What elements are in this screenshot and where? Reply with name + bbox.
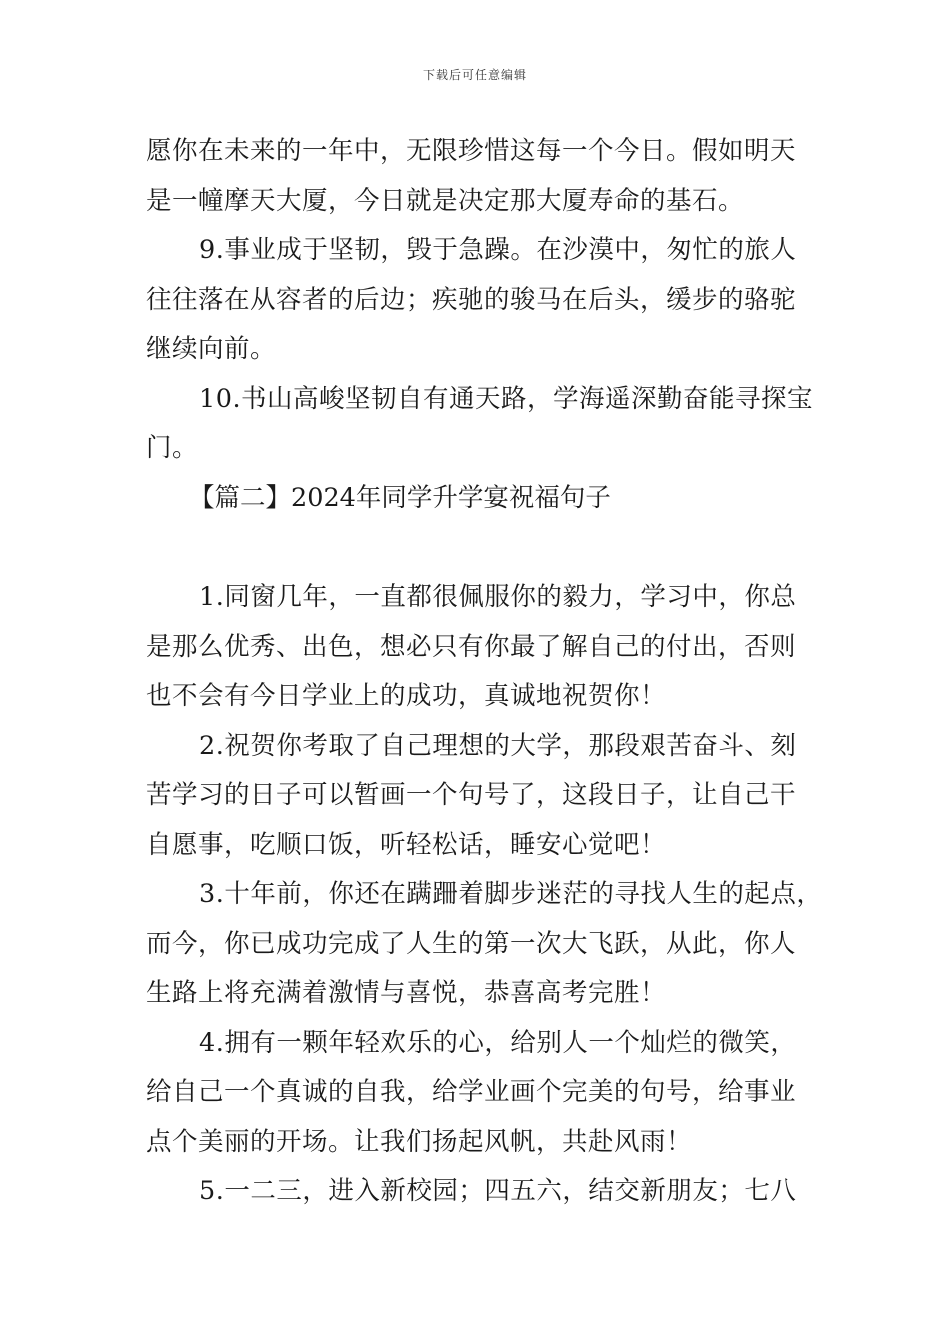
paragraph-line: 继续向前。 xyxy=(146,334,277,364)
paragraph-line-item-5: 5.一二三，进入新校园；四五六，结交新朋友；七八 xyxy=(199,1176,797,1206)
paragraph-line: 是一幢摩天大厦，今日就是决定那大厦寿命的基石。 xyxy=(146,185,745,216)
paragraph-line: 生路上将充满着激情与喜悦，恭喜高考完胜！ xyxy=(146,978,667,1008)
paragraph-line: 自愿事，吃顺口饭，听轻松话，睡安心觉吧！ xyxy=(146,829,667,860)
section-heading: 【篇二】2024年同学升学宴祝福句子 xyxy=(189,482,611,513)
paragraph-line: 是那么优秀、出色，想必只有你最了解自己的付出，否则 xyxy=(146,631,797,662)
paragraph-line: 愿你在未来的一年中，无限珍惜这每一个今日。假如明天 xyxy=(146,136,797,166)
page-header-note: 下载后可任意编辑 xyxy=(422,68,527,82)
paragraph-line-item-3: 3.十年前，你还在蹒跚着脚步迷茫的寻找人生的起点， xyxy=(199,879,823,909)
paragraph-line: 门。 xyxy=(146,433,199,463)
paragraph-line: 给自己一个真诚的自我，给学业画个完美的句号，给事业 xyxy=(146,1077,797,1107)
blank-line xyxy=(146,526,816,576)
paragraph-line: 点个美丽的开场。让我们扬起风帆，共赴风雨！ xyxy=(146,1126,693,1157)
paragraph-line: 而今，你已成功完成了人生的第一次大飞跃，从此，你人 xyxy=(146,928,797,959)
paragraph-line: 也不会有今日学业上的成功，真诚地祝贺你！ xyxy=(146,681,667,711)
paragraph-line-item-4: 4.拥有一颗年轻欢乐的心，给别人一个灿烂的微笑， xyxy=(199,1027,797,1058)
document-body xyxy=(146,130,823,1220)
paragraph-line-item-2: 2.祝贺你考取了自己理想的大学，那段艰苦奋斗、刻 xyxy=(199,730,797,761)
paragraph-line-item-10: 10.书山高峻坚韧自有通天路，学海遥深勤奋能寻探宝 xyxy=(199,383,814,414)
paragraph-line-item-1: 1.同窗几年，一直都很佩服你的毅力，学习中，你总 xyxy=(199,582,797,612)
paragraph-line-item-9: 9.事业成于坚韧，毁于急躁。在沙漠中，匆忙的旅人 xyxy=(199,235,797,265)
paragraph-line: 往往落在从容者的后边；疾驰的骏马在后头，缓步的骆驼 xyxy=(146,284,797,315)
paragraph-line: 苦学习的日子可以暂画一个句号了，这段日子，让自己干 xyxy=(146,780,797,810)
